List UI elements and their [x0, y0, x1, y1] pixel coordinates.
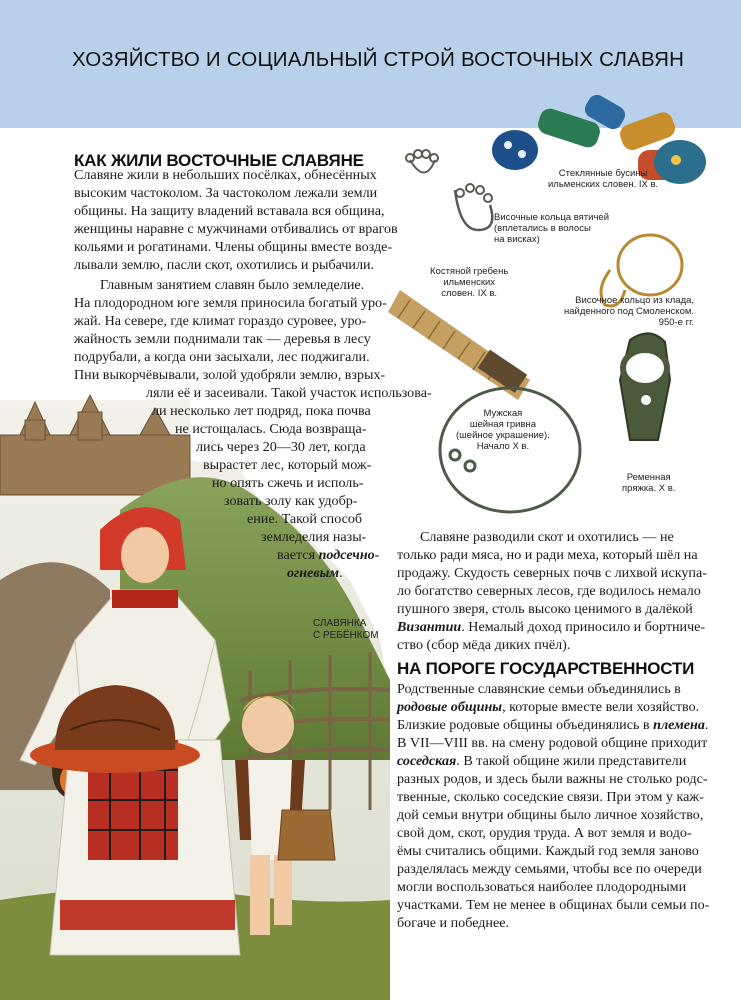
text-line: ло богатство северных лесов, где водилось немало	[397, 583, 701, 599]
text-line	[397, 752, 686, 770]
text-fragment: , которые вместе вели хозяйство.	[502, 699, 700, 715]
caption-line: ильменских	[443, 277, 496, 288]
text-line: но опять сжечь и исполь-	[212, 475, 364, 491]
text-fragment: вается	[277, 547, 316, 563]
text-line: только ради мяса, но и ради меха, который шёл на	[397, 547, 698, 563]
text-line: ляли её и засеивали. Такой участок использова-	[146, 385, 432, 401]
text-line: дой семьи внутри общины было личное хозяйство,	[397, 807, 704, 823]
text-line: свой дом, скот, орудия труда. А вот земля и водо-	[397, 825, 692, 841]
text-line: общины. На защиту владений вставала вся община,	[74, 203, 385, 219]
caption-line: Стеклянные бусины	[558, 168, 648, 179]
text-line: На плодородном юге земля приносила богатый уро-	[74, 295, 387, 311]
text-line: В VII—VIII вв. на смену родовой общине приходит	[397, 735, 708, 751]
temple-rings	[406, 150, 492, 230]
caption-line: Височные кольца вятичей	[494, 212, 609, 223]
caption-line: (шейное украшение).	[456, 430, 550, 441]
text-fragment: .	[339, 565, 343, 581]
text-line: ство (сбор мёда диких пчёл).	[397, 637, 571, 653]
text-line	[397, 716, 708, 734]
caption-line: на висках)	[494, 234, 540, 245]
text-line	[277, 546, 379, 564]
caption-line: 950-е гг.	[658, 317, 695, 328]
text-line	[397, 618, 705, 636]
caption-smolensk-ring	[564, 295, 694, 328]
text-line: участками. Тем не менее в общинах были семьи по-	[397, 897, 710, 913]
text-line	[287, 564, 343, 582]
text-line: разделялась между семьями, чтобы все по очереди	[397, 861, 702, 877]
text-line: могли воспользоваться наиболее плодородными	[397, 879, 687, 895]
text-line: вырастет лес, который мож-	[203, 457, 372, 473]
text-line: Пни выкорчёвывали, золой удобряли землю, взрых-	[74, 367, 386, 383]
text-fragment: . Немалый доход приносило и бортниче-	[461, 619, 706, 635]
caption-line: С РЕБЁНКОМ	[313, 630, 379, 641]
text-line: жайность земли поднимали так — деревья в лесу	[74, 331, 371, 347]
term-plemena: племена	[653, 717, 705, 733]
text-fragment: .	[704, 717, 709, 733]
text-line: ение. Такой способ	[247, 511, 363, 527]
text-line: твенные, сколько соседские связи. При этом у каж-	[397, 789, 704, 805]
text-line: жай. На севере, где климат гораздо суровее, уро-	[74, 313, 367, 329]
text-line: подрубали, а когда они засыхали, лес поджигали.	[74, 349, 370, 365]
caption-bone-comb	[430, 266, 508, 299]
caption-line: шейная гривна	[469, 419, 537, 430]
text-line: пушного зверя, столь высоко ценимого в далёкой	[397, 601, 693, 617]
caption-line: Мужская	[483, 408, 523, 419]
caption-temple-rings	[494, 212, 609, 245]
text-fragment: . В такой общине жили представители	[456, 753, 687, 769]
caption-line: пряжка. X в.	[622, 483, 676, 494]
term-podsechno: подсечно-	[318, 547, 380, 563]
caption-line: словен. IX в.	[441, 288, 497, 299]
term-sosedskaya: соседская	[397, 753, 457, 769]
caption-slavic-woman	[313, 618, 379, 642]
text-line: зовать золу как удобр-	[224, 493, 358, 509]
caption-line: ильменских словен. IX в.	[548, 179, 659, 190]
belt-buckle	[620, 333, 670, 440]
caption-line: Височное кольцо из клада,	[575, 295, 695, 306]
text-line: земледелия назы-	[261, 529, 367, 545]
section-heading-statehood: НА ПОРОГЕ ГОСУДАРСТВЕННОСТИ	[397, 659, 695, 678]
text-line: ли несколько лет подряд, пока почва	[152, 403, 371, 419]
text-line: лывали землю, пасли скот, охотились и рыбачили.	[74, 257, 375, 273]
text-line: высоким частоколом. За частоколом лежали земли	[74, 185, 378, 201]
section-heading-how-lived: КАК ЖИЛИ ВОСТОЧНЫЕ СЛАВЯНЕ	[74, 151, 364, 170]
text-line: Главным занятием славян было земледелие.	[100, 277, 365, 293]
text-line: Родственные славянские семьи объединялись в	[397, 681, 681, 697]
text-line: ёмы считались общими. Каждый год земля заново	[397, 843, 699, 859]
text-line: лись через 20—30 лет, когда	[196, 439, 366, 455]
page-title: ХОЗЯЙСТВО И СОЦИАЛЬНЫЙ СТРОЙ ВОСТОЧНЫХ СЛАВЯН	[72, 48, 685, 71]
caption-line: Начало X в.	[476, 441, 530, 452]
text-line: Славяне жили в небольших посёлках, обнесённых	[74, 167, 377, 183]
caption-line: (вплетались в волосы	[494, 223, 591, 234]
text-line: продажу. Скудость северных почв с лихвой искупа-	[397, 565, 707, 581]
text-line: кольями и рогатинами. Члены общины вместе возде-	[74, 239, 393, 255]
caption-line: СЛАВЯНКА	[313, 618, 367, 629]
text-line: богаче и победнее.	[397, 915, 510, 931]
text-line: разных родов, и здесь были важны не столько родс-	[397, 771, 708, 787]
text-line: Славяне разводили скот и охотились — не	[420, 529, 674, 545]
term-ognevym: огневым	[287, 565, 340, 581]
caption-line: Ременная	[626, 472, 671, 483]
caption-belt-buckle	[622, 472, 675, 494]
text-line: не истощалась. Сюда возвраща-	[175, 421, 367, 437]
caption-neck-torc	[456, 408, 550, 452]
text-line: женщины наравне с мужчинами отбивались от врагов	[74, 221, 398, 237]
text-fragment: Близкие родовые общины объединялись в	[397, 717, 654, 733]
caption-glass-beads	[548, 168, 658, 190]
term-byzantium: Византии	[397, 619, 462, 635]
term-rodovye: родовые общины	[397, 699, 503, 715]
text-line	[397, 698, 699, 716]
caption-line: Костяной гребень	[430, 266, 509, 277]
caption-line: найденного под Смоленском.	[564, 306, 695, 317]
